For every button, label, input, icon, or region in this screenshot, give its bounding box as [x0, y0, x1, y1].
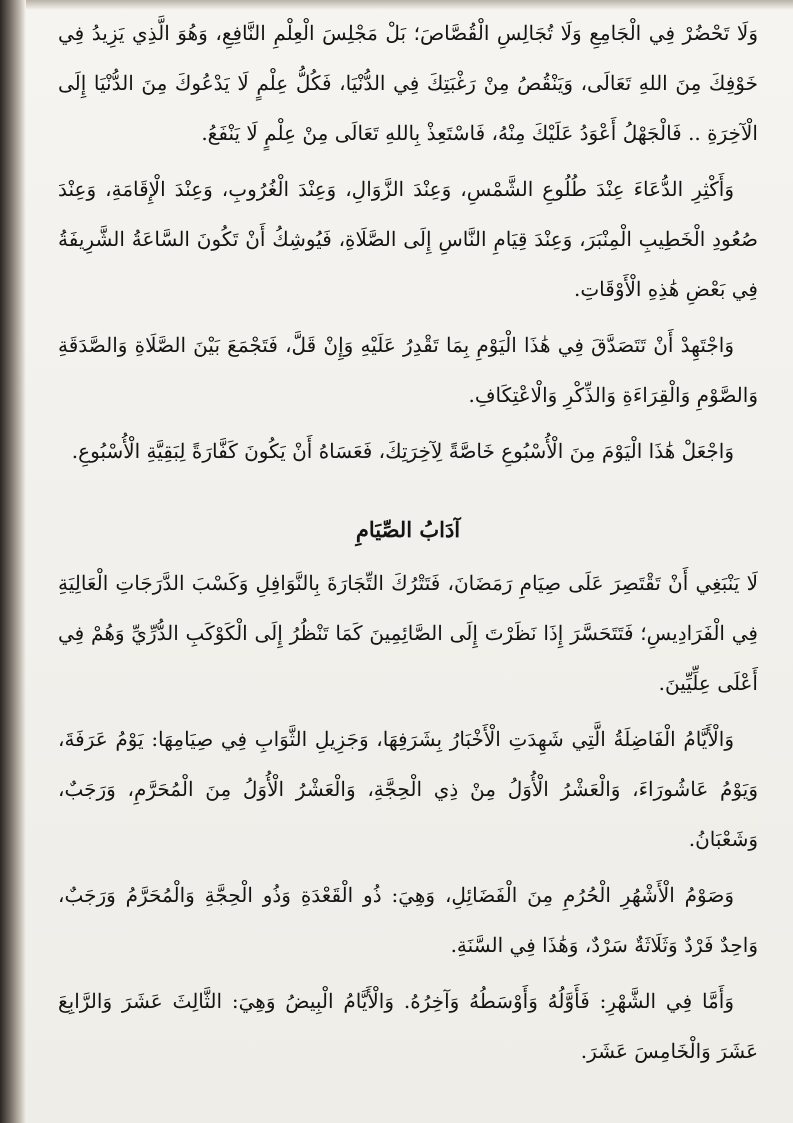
page-text [58, 8, 758, 1082]
paragraph: وَاجْعَلْ هَٰذَا الْيَوْمَ مِنَ الْأُسْبُوعِ خَاصَّةً لِآخِرَتِكَ، فَعَسَاهُ أَنْ يَكُونَ كَفَّارَةً لِبَقِيَّةِ الْأُسْبُوعِ. [71, 439, 734, 463]
paragraph: وَاجْتَهِدْ أَنْ تَتَصَدَّقَ فِي هَٰذَا الْيَوْمِ بِمَا تَقْدِرُ عَلَيْهِ وَإِنْ قَلَّ، فَتَجْمَعَ بَيْنَ الصَّلَاةِ وَالصَّدَقَةِ وَالصَّوْمِ وَالْقِرَاءَةِ وَالذِّكْرِ وَالْاعْتِكَافِ. [58, 333, 758, 407]
paragraph: وَأَكْثِرِ الدُّعَاءَ عِنْدَ طُلُوعِ الشَّمْسِ، وَعِنْدَ الزَّوَالِ، وَعِنْدَ الْغُرُوبِ، وَعِنْدَ الْإِقَامَةِ، وَعِنْدَ صُعُودِ الْخَطِيبِ الْمِنْبَرَ، وَعِنْدَ قِيَامِ النَّاسِ إِلَى الصَّلَاةِ، فَيُوشِكُ أَنْ تَكُونَ السَّاعَةُ الشَّرِيفَةُ فِي بَعْضِ هَٰذِهِ الْأَوْقَاتِ. [58, 177, 758, 301]
paragraph: وَصَوْمُ الْأَشْهُرِ الْحُرُمِ مِنَ الْفَضَائِلِ، وَهِيَ: ذُو الْقَعْدَةِ وَذُو الْحِجَّةِ وَالْمُحَرَّمُ وَرَجَبٌ، وَاحِدٌ فَرْدٌ وَثَلَاثَةٌ سَرْدٌ، وَهَٰذَا فِي السَّنَةِ. [58, 883, 758, 957]
section-heading: آدَابُ الصِّيَامِ [355, 517, 461, 542]
paragraph: لَا يَنْبَغِي أَنْ تَقْتَصِرَ عَلَى صِيَامِ رَمَضَانَ، فَتَتْرُكَ التِّجَارَةَ بِالنَّوَافِلِ وَكَسْبَ الدَّرَجَاتِ الْعَالِيَةِ فِي الْفَرَادِيسِ؛ فَتَتَحَسَّرَ إِذَا نَظَرْتَ إِلَى الصَّائِمِينَ كَمَا تَنْظُرُ إِلَى الْكَوْكَبِ الدُّرِّيِّ وَهُمْ فِي أَعْلَى عِلِّيِّينَ. [58, 571, 758, 695]
book-binding-shadow [0, 0, 26, 1123]
paragraph: وَالْأَيَّامُ الْفَاضِلَةُ الَّتِي شَهِدَتِ الْأَخْبَارُ بِشَرَفِهَا، وَجَزِيلِ الثَّوَابِ فِي صِيَامِهَا: يَوْمُ عَرَفَةَ، وَيَوْمُ عَاشُورَاءَ، وَالْعَشْرُ الْأُوَلُ مِنْ ذِي الْحِجَّةِ، وَالْعَشْرُ الْأُوَلُ مِنَ الْمُحَرَّمِ، وَرَجَبٌ، وَشَعْبَانُ. [58, 727, 758, 851]
paragraph: وَلَا تَحْضُرْ فِي الْجَامِعِ وَلَا تُجَالِسِ الْقُصَّاصَ؛ بَلْ مَجْلِسَ الْعِلْمِ النَّافِعِ، وَهُوَ الَّذِي يَزِيدُ فِي خَوْفِكَ مِنَ اللهِ تَعَالَى، وَيَنْقُصُ مِنْ رَغْبَتِكَ فِي الدُّنْيَا، فَكُلُّ عِلْمٍ لَا يَدْعُوكَ مِنَ الدُّنْيَا إِلَى الْآخِرَةِ .. فَالْجَهْلُ أَعْوَدُ عَلَيْكَ مِنْهُ، فَاسْتَعِذْ بِاللهِ تَعَالَى مِنْ عِلْمٍ لَا يَنْفَعُ. [58, 21, 758, 145]
paragraph: وَأَمَّا فِي الشَّهْرِ: فَأَوَّلُهُ وَأَوْسَطُهُ وَآخِرُهُ. وَالْأَيَّامُ الْبِيضُ وَهِيَ: الثَّالِثَ عَشَرَ وَالرَّابِعَ عَشَرَ وَالْخَامِسَ عَشَرَ. [58, 989, 758, 1063]
